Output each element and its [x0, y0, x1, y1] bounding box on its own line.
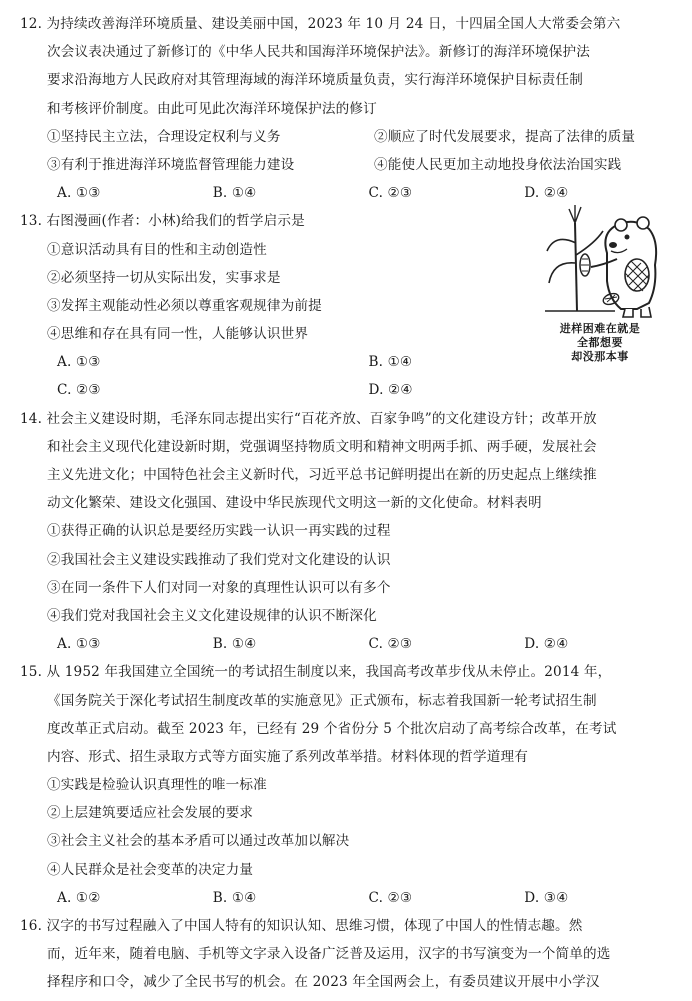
option-3: ③在同一条件下人们对同一对象的真理性认识可以有多个 — [47, 579, 391, 596]
choice-d: D. ②④ — [524, 636, 569, 653]
option-4: ④人民群众是社会变革的决定力量 — [47, 861, 254, 878]
option-4: ④能使人民更加主动地投身依法治国实践 — [374, 156, 622, 173]
question-stem-line: 次会议表决通过了新修订的《中华人民共和国海洋环境保护法》。新修订的海洋环境保护法 — [47, 44, 590, 61]
choice-b: B. ①④ — [212, 185, 257, 202]
choice-d: D. ②④ — [368, 382, 413, 399]
option-row — [20, 127, 680, 155]
question-stem-line: 而，近年来，随着电脑、手机等文字录入设备广泛普及运用，汉字的书写演变为一个简单的选 — [47, 946, 611, 963]
choice-a: A. ①③ — [57, 354, 101, 371]
option-1: ①意识活动具有目的性和主动创造性 — [47, 241, 267, 258]
choice-a: A. ①② — [57, 889, 101, 906]
option-4: ④我们党对我国社会主义文化建设规律的认识不断深化 — [47, 607, 377, 624]
question-stem-line: 和社会主义现代化建设新时期，党强调坚持物质文明和精神文明两手抓、两手硬，发展社会 — [47, 438, 597, 455]
question-stem-line: 12. 为持续改善海洋环境质量、建设美丽中国，2023 年 10 月 24 日，十四届全国人大常委会第六 — [20, 16, 621, 32]
choice-a: A. ①③ — [57, 185, 101, 202]
choice-c: C. ②③ — [368, 636, 413, 653]
question-stem-line: 14. 社会主义建设时期，毛泽东同志提出实行“百花齐放、百家争鸣”的文化建设方针；改革开放 — [20, 410, 597, 427]
question-16 — [20, 916, 680, 1001]
exam-page — [20, 14, 680, 1001]
choice-c: C. ②③ — [57, 382, 101, 399]
question-stem-line: 主义先进文化；中国特色社会主义新时代，习近平总书记鲜明提出在新的历史起点上继续推 — [47, 467, 597, 483]
question-15 — [20, 662, 680, 916]
question-12 — [20, 14, 680, 211]
choice-row — [20, 634, 680, 662]
choice-c: C. ②③ — [368, 185, 413, 202]
question-stem-line: 内容、形式、招生录取方式等方面实施了系列改革举措。材料体现的哲学道理有 — [47, 748, 529, 765]
option-3: ③有利于推进海洋环境监督管理能力建设 — [47, 156, 295, 173]
question-stem-line: 度改革正式启动。截至 2023 年，已经有 29 个省份分 5 个批次启动了高考综合改革，在考试 — [47, 720, 617, 737]
cartoon-drawing — [525, 203, 675, 323]
choice-b: B. ①④ — [212, 636, 257, 653]
option-4: ④思维和存在具有同一性，人能够认识世界 — [47, 326, 309, 343]
question-stem-line: 15. 从 1952 年我国建立全国统一的考试招生制度以来，我国高考改革步伐从未停止。2014 年， — [20, 664, 612, 681]
choice-a: A. ①③ — [57, 636, 101, 653]
q13-cartoon — [525, 203, 675, 363]
choice-b: B. ①④ — [212, 889, 257, 906]
option-2: ②我国社会主义建设实践推动了我们党对文化建设的认识 — [47, 551, 391, 568]
option-2: ②顺应了时代发展要求，提高了法律的质量 — [374, 128, 636, 145]
question-stem-line: 择程序和口令，减少了全民书写的机会。在 2023 年全国两会上，有委员建议开展中小学汉 — [47, 974, 600, 991]
question-stem-line: 13. 右图漫画(作者：小林)给我们的哲学启示是 — [20, 213, 305, 230]
choice-d: D. ②④ — [524, 185, 569, 202]
question-stem-line: 《国务院关于深化考试招生制度改革的实施意见》正式颁布，标志着我国新一轮考试招生制 — [47, 692, 597, 709]
question-stem-line: 动文化繁荣、建设文化强国、建设中华民族现代文明这一新的文化使命。材料表明 — [47, 495, 542, 512]
option-row — [20, 155, 680, 183]
option-1: ①实践是检验认识真理性的唯一标准 — [47, 777, 267, 794]
question-stem-line: 和考核评价制度。由此可见此次海洋环境保护法的修订 — [47, 100, 377, 117]
choice-row — [20, 380, 680, 408]
choice-row — [20, 888, 680, 916]
option-3: ③社会主义社会的基本矛盾可以通过改革加以解决 — [47, 833, 350, 850]
choice-d: D. ③④ — [524, 889, 569, 906]
option-2: ②上层建筑要适应社会发展的要求 — [47, 805, 254, 822]
cartoon-caption-line: 却没那本事 — [571, 350, 629, 363]
option-3: ③发挥主观能动性必须以尊重客观规律为前提 — [47, 297, 322, 314]
cartoon-caption-line: 进样困难在就是 — [559, 322, 641, 335]
question-14 — [20, 409, 680, 663]
option-1: ①获得正确的认识总是要经历实践一认识一再实践的过程 — [47, 523, 391, 540]
question-stem-line: 16. 汉字的书写过程融入了中国人特有的知识认知、思维习惯，体现了中国人的性情志趣。然 — [20, 918, 583, 934]
option-2: ②必须坚持一切从实际出发，实事求是 — [47, 269, 281, 286]
choice-b: B. ①④ — [368, 354, 413, 371]
choice-c: C. ②③ — [368, 889, 413, 906]
cartoon-caption-line: 全都想要 — [577, 336, 623, 349]
option-1: ①坚持民主立法，合理设定权利与义务 — [47, 128, 281, 145]
question-stem-line: 要求沿海地方人民政府对其管理海域的海洋环境质量负责，实行海洋环境保护目标责任制 — [47, 72, 584, 89]
